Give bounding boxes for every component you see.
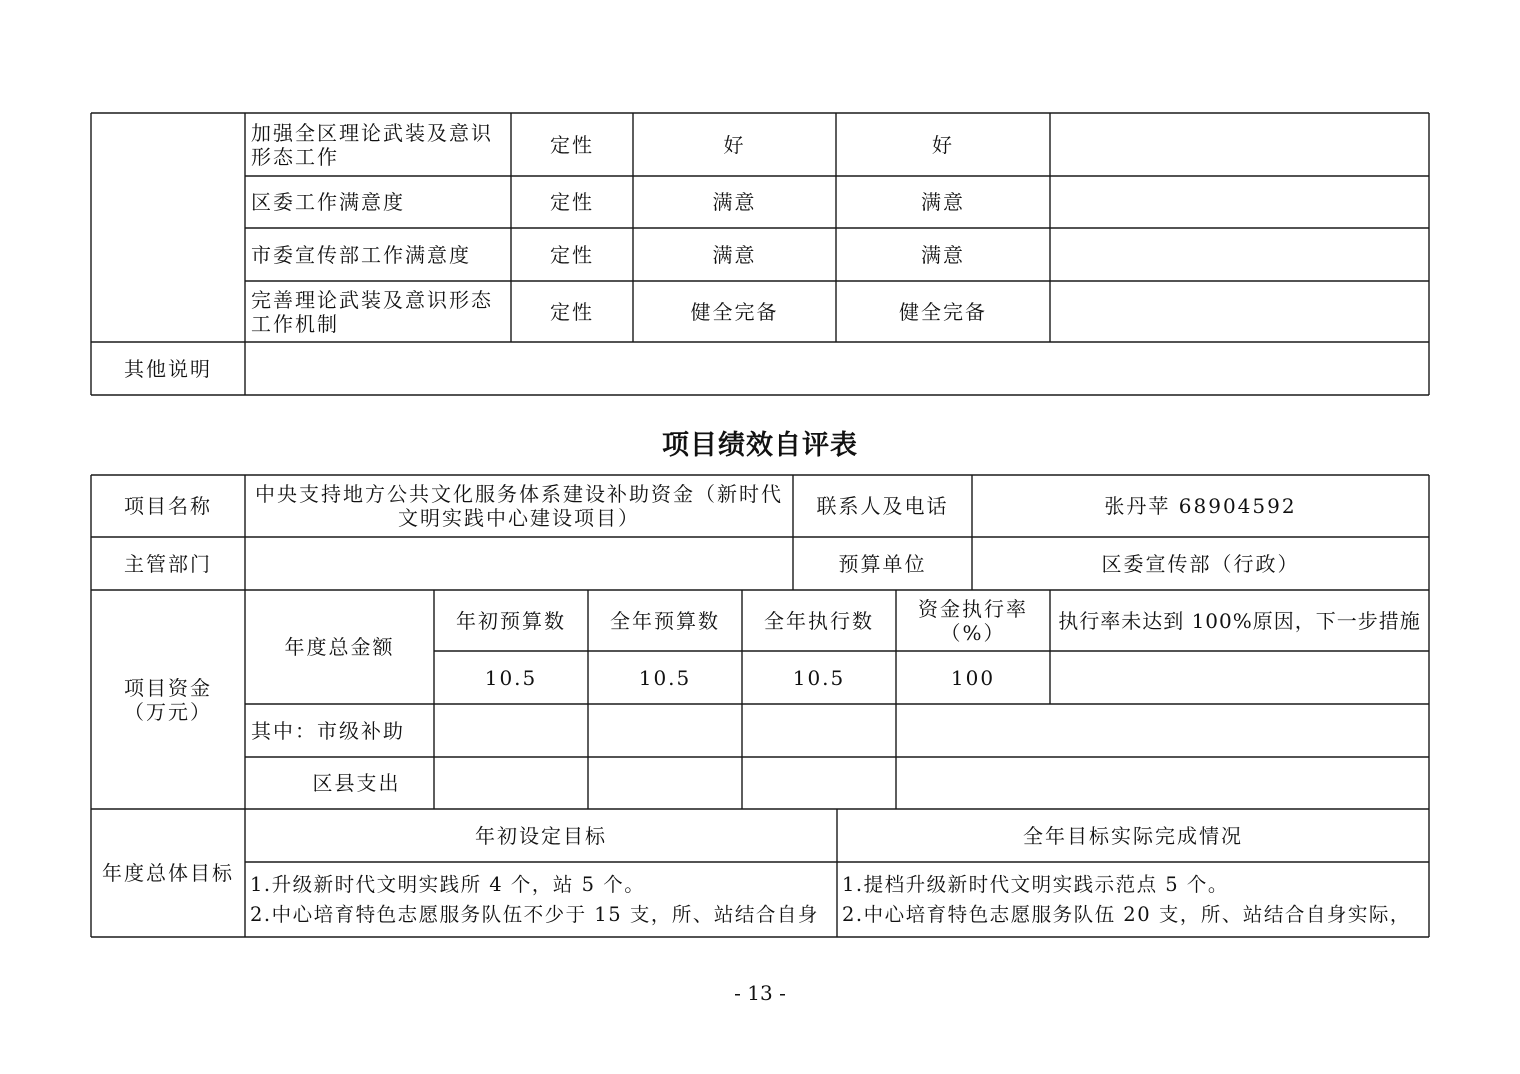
indicator-name-line: 形态工作 bbox=[251, 144, 339, 169]
indicator-note bbox=[1050, 113, 1429, 176]
contact-label: 联系人及电话 bbox=[816, 494, 949, 518]
project-funds-label-line: 项目资金 bbox=[124, 675, 212, 700]
indicator-actual: 满意 bbox=[921, 190, 965, 214]
header-initial-budget: 年初预算数 bbox=[456, 608, 566, 633]
indicator-note bbox=[1050, 176, 1429, 228]
indicator-name: 市委宣传部工作满意度 bbox=[251, 242, 471, 267]
initial-goal-text bbox=[250, 870, 834, 932]
page-title: 项目绩效自评表 bbox=[662, 430, 858, 461]
project-name-value bbox=[245, 475, 793, 537]
annual-goal-label: 年度总体目标 bbox=[102, 861, 234, 885]
value-initial-budget: 10.5 bbox=[484, 665, 538, 690]
indicator-actual: 健全完备 bbox=[899, 299, 987, 324]
header-annual-budget: 全年预算数 bbox=[610, 608, 720, 633]
initial-goal-line: 2.中心培育特色志愿服务队伍不少于 15 支，所、站结合自身 bbox=[250, 903, 819, 926]
initial-goal-line: 1.升级新时代文明实践所 4 个，站 5 个。 bbox=[250, 873, 646, 896]
indicator-actual: 满意 bbox=[921, 242, 965, 267]
actual-goal-line: 2.中心培育特色志愿服务队伍 20 支，所、站结合自身实际， bbox=[842, 903, 1411, 926]
header-execution-rate bbox=[896, 590, 1050, 651]
indicator-name bbox=[245, 281, 511, 342]
project-funds-label bbox=[91, 590, 245, 809]
indicator-target: 满意 bbox=[712, 242, 757, 267]
annual-total-label: 年度总金额 bbox=[284, 635, 395, 659]
indicator-name-line: 加强全区理论武装及意识 bbox=[251, 120, 493, 145]
contact-value: 张丹苹 68904592 bbox=[1104, 494, 1297, 518]
value-annual-execution: 10.5 bbox=[792, 665, 846, 690]
project-name-line: 文明实践中心建设项目） bbox=[398, 506, 640, 530]
indicator-type: 定性 bbox=[550, 132, 594, 157]
indicator-note bbox=[1050, 281, 1429, 342]
actual-goal-header: 全年目标实际完成情况 bbox=[1023, 823, 1243, 848]
indicator-note bbox=[1050, 228, 1429, 281]
value-shortfall-reason bbox=[1050, 651, 1429, 704]
dept-label: 主管部门 bbox=[124, 551, 212, 576]
header-execution-rate-line: 资金执行率 bbox=[918, 596, 1028, 621]
city-subsidy-label: 其中：市级补助 bbox=[251, 718, 405, 743]
actual-goal-line: 1.提档升级新时代文明实践示范点 5 个。 bbox=[842, 873, 1229, 896]
indicator-target: 健全完备 bbox=[690, 299, 779, 324]
header-annual-execution: 全年执行数 bbox=[764, 608, 874, 633]
indicator-type: 定性 bbox=[550, 299, 594, 324]
value-execution-rate: 100 bbox=[950, 665, 996, 690]
header-execution-rate-line: （%） bbox=[940, 620, 1006, 645]
indicator-name-line: 工作机制 bbox=[251, 311, 339, 336]
page-number: - 13 - bbox=[734, 981, 786, 1005]
budget-unit-value: 区委宣传部（行政） bbox=[1101, 551, 1300, 576]
indicator-type: 定性 bbox=[550, 242, 594, 267]
actual-goal-text bbox=[842, 870, 1426, 932]
other-remarks-value bbox=[245, 342, 1429, 395]
county-expense-label: 区县支出 bbox=[312, 771, 401, 795]
budget-unit-label: 预算单位 bbox=[838, 551, 927, 576]
project-name-line: 中央支持地方公共文化服务体系建设补助资金（新时代 bbox=[255, 482, 783, 506]
initial-goal-header: 年初设定目标 bbox=[475, 823, 607, 848]
indicator-target: 满意 bbox=[712, 190, 757, 214]
indicator-name-line: 完善理论武装及意识形态 bbox=[251, 287, 493, 312]
header-shortfall-reason: 执行率未达到 100%原因，下一步措施 bbox=[1058, 608, 1421, 633]
indicator-type: 定性 bbox=[550, 190, 594, 214]
indicator-target: 好 bbox=[723, 132, 746, 157]
indicator-name: 区委工作满意度 bbox=[251, 190, 405, 214]
project-name-label: 项目名称 bbox=[124, 494, 212, 518]
indicator-name bbox=[245, 113, 511, 176]
project-funds-label-line: （万元） bbox=[124, 699, 212, 724]
value-annual-budget: 10.5 bbox=[638, 665, 692, 690]
other-remarks-label: 其他说明 bbox=[124, 356, 212, 381]
dept-value bbox=[245, 537, 793, 590]
indicator-actual: 好 bbox=[932, 132, 954, 157]
